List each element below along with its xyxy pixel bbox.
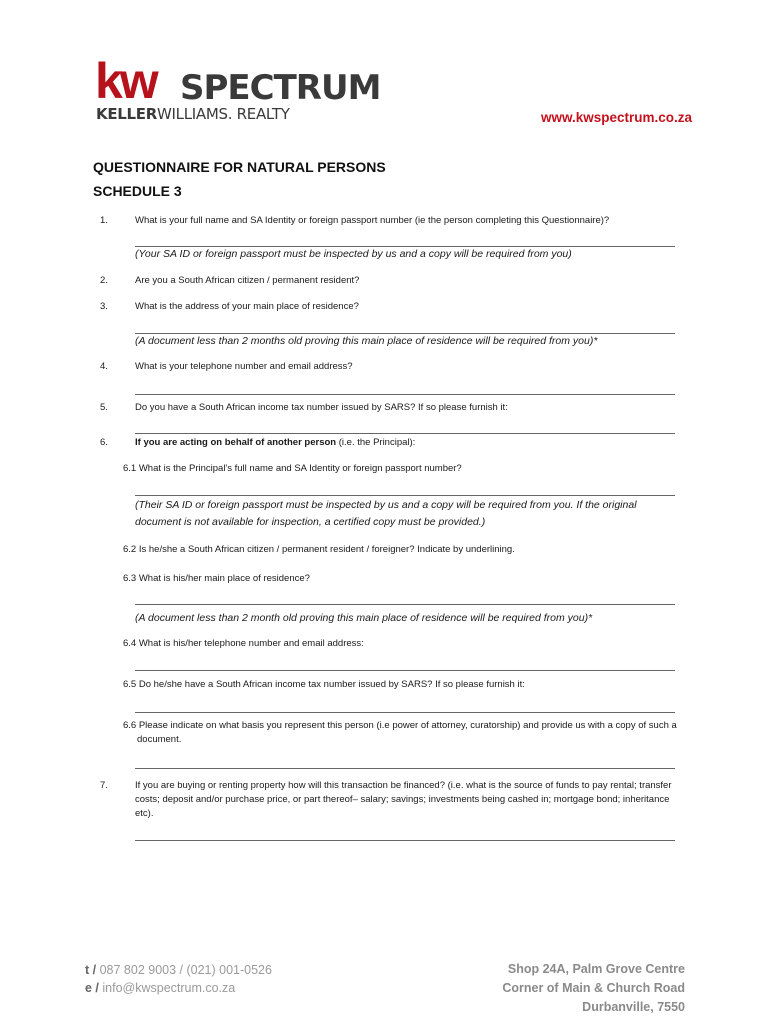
- address-line-2: Corner of Main & Church Road: [502, 981, 685, 995]
- email-value[interactable]: info@kwspectrum.co.za: [102, 981, 236, 995]
- question-note: (A document less than 2 month old proving this main place of residence will be required from you)*: [135, 612, 593, 624]
- question-number: 4.: [100, 361, 108, 372]
- answer-line[interactable]: [135, 768, 675, 769]
- question-note: (Their SA ID or foreign passport must be inspected by us and a copy will be required from you. If the original document is not available for inspection, a certified copy must be provided.): [135, 499, 637, 528]
- page-title: QUESTIONNAIRE FOR NATURAL PERSONS: [93, 159, 386, 175]
- question-number: 3.: [100, 301, 108, 312]
- logo-williams: WILLIAMS. REALTY: [156, 105, 290, 123]
- answer-line[interactable]: [135, 394, 675, 395]
- question-text: If you are buying or renting property how will this transaction be financed? (i.e. what is the source of funds to pay rental; transfer costs; deposit and/or purchase price, or part thereof– salary; savings; investments being cashed in; mortgage bond; inheritance etc).: [135, 780, 672, 819]
- question-number: 2.: [100, 275, 108, 286]
- footer-address: [502, 960, 685, 1017]
- answer-line[interactable]: [135, 840, 675, 841]
- question-text: What is your full name and SA Identity or foreign passport number (ie the person completing this Questionnaire)?: [135, 215, 610, 226]
- question-emphasis: If you are acting on behalf of another person: [135, 437, 337, 448]
- phone-label: t /: [85, 963, 97, 977]
- logo-keller-williams: [96, 105, 290, 123]
- question-text: What is the address of your main place of residence?: [135, 301, 359, 312]
- question-number: 6.: [100, 437, 108, 448]
- question-note: (Your SA ID or foreign passport must be inspected by us and a copy will be required from you): [135, 248, 572, 260]
- question-text: [135, 436, 675, 450]
- question-tail: (i.e. the Principal):: [336, 437, 416, 448]
- question-note: (A document less than 2 months old proving this main place of residence will be required from you)*: [135, 335, 598, 347]
- page-subtitle: SCHEDULE 3: [93, 183, 182, 199]
- subquestion-6-2: 6.2 Is he/she a South African citizen / permanent resident / foreigner? Indicate by underlining.: [123, 544, 515, 555]
- phone-value: 087 802 9003 / (021) 001-0526: [99, 963, 272, 977]
- subquestion-6-4: 6.4 What is his/her telephone number and email address:: [123, 638, 364, 649]
- subquestion-6-3: 6.3 What is his/her main place of residence?: [123, 573, 310, 584]
- answer-line[interactable]: [135, 712, 675, 713]
- question-number: 7.: [100, 780, 108, 791]
- footer-email: [85, 981, 235, 995]
- address-line-1: Shop 24A, Palm Grove Centre: [507, 962, 685, 976]
- answer-line[interactable]: [135, 604, 675, 605]
- logo-kw: kw: [95, 53, 156, 109]
- question-text: Are you a South African citizen / permanent resident?: [135, 275, 360, 286]
- website-link[interactable]: www.kwspectrum.co.za: [540, 110, 692, 125]
- answer-line[interactable]: [135, 495, 675, 496]
- logo-spectrum: SPECTRUM: [180, 68, 381, 108]
- logo-keller: KELLER: [96, 105, 157, 123]
- subquestion-6-1: 6.1 What is the Principal's full name and SA Identity or foreign passport number?: [123, 463, 462, 474]
- question-text: What is your telephone number and email address?: [135, 361, 353, 372]
- email-label: e /: [85, 981, 99, 995]
- footer-phone: [85, 963, 272, 977]
- answer-line[interactable]: [135, 670, 675, 671]
- question-number: 5.: [100, 402, 108, 413]
- subquestion-6-6: 6.6 Please indicate on what basis you represent this person (i.e power of attorney, curatorship) and provide us with a copy of such a document.: [123, 720, 677, 745]
- question-text: Do you have a South African income tax number issued by SARS? If so please furnish it:: [135, 402, 508, 413]
- address-line-3: Durbanville, 7550: [582, 1000, 685, 1014]
- subquestion-6-5: 6.5 Do he/she have a South African income tax number issued by SARS? If so please furnish it:: [123, 679, 525, 690]
- answer-line[interactable]: [135, 433, 675, 434]
- question-number: 1.: [100, 215, 108, 226]
